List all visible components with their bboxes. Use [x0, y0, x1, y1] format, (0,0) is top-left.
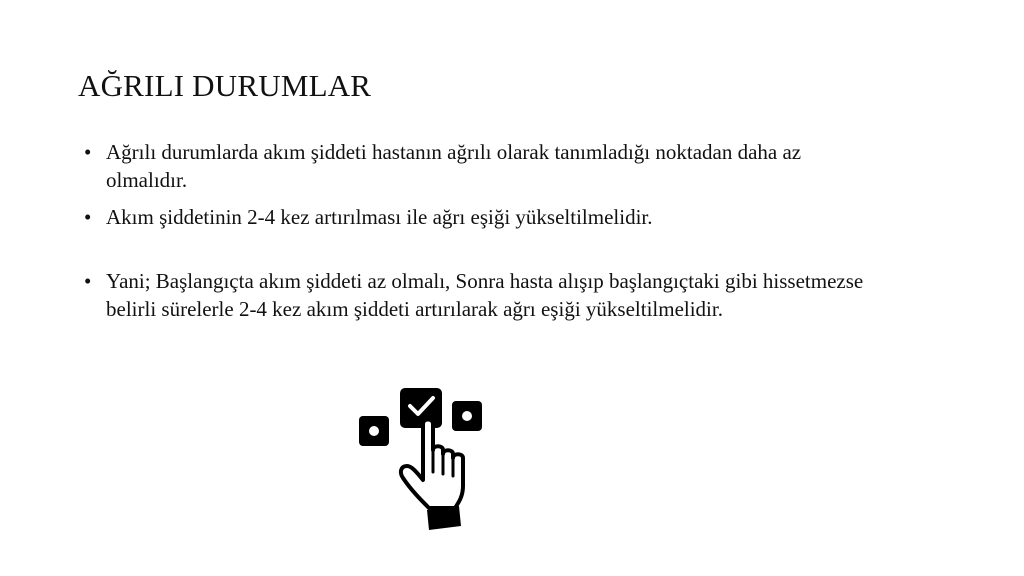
bullet-item — [84, 267, 884, 323]
bullet-text: Ağrılı durumlarda akım şiddeti hastanın ağrılı olarak tanımladığı noktadan daha az olmalıdır. — [106, 140, 802, 192]
bullet-dot: • — [84, 269, 92, 293]
bullet-list — [84, 138, 884, 332]
bullet-dot: • — [84, 140, 92, 164]
slide-title: AĞRILI DURUMLAR — [78, 68, 372, 103]
bullet-item — [84, 138, 884, 194]
hand-pointing-checkbox-icon — [355, 386, 485, 532]
left-square-icon — [359, 416, 389, 446]
right-square-icon — [452, 401, 482, 431]
bullet-item — [84, 203, 884, 231]
bullet-text: Yani; Başlangıçta akım şiddeti az olmalı, Sonra hasta alışıp başlangıçtaki gibi hissetmezse belirli sürelerle 2-4 kez akım şiddeti artırılarak ağrı eşiği yükseltilmelidir. — [106, 269, 864, 321]
checkbox-icon — [400, 388, 442, 428]
hand-icon — [401, 420, 463, 531]
bullet-text: Akım şiddetinin 2-4 kez artırılması ile ağrı eşiği yükseltilmelidir. — [106, 205, 653, 229]
bullet-dot: • — [84, 205, 92, 229]
